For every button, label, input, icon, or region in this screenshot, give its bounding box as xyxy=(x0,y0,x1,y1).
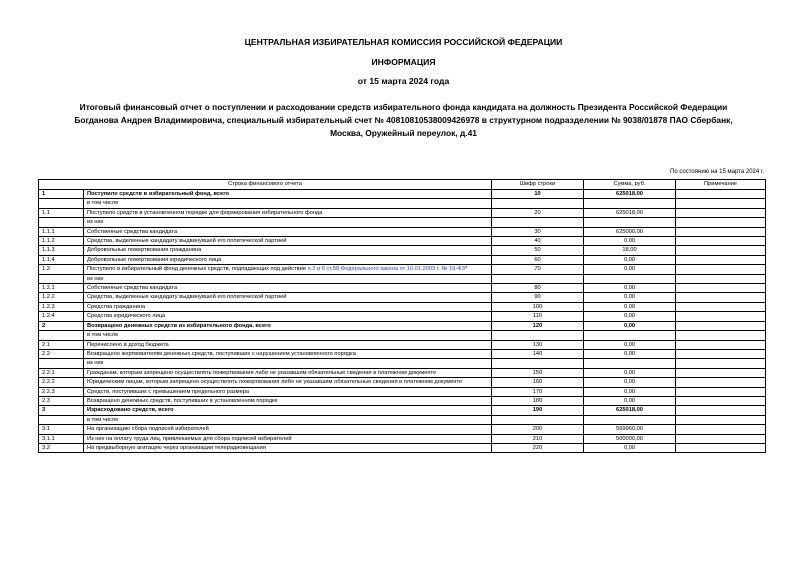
row-sum: 500000,00 xyxy=(584,434,676,443)
row-text: из них xyxy=(84,359,492,368)
table-row xyxy=(39,302,766,311)
row-sum: 0,00 xyxy=(584,293,676,302)
row-code: 40 xyxy=(492,237,584,246)
table-row xyxy=(39,406,766,415)
header-sum: Сумма, руб. xyxy=(584,180,676,190)
row-code xyxy=(492,359,584,368)
row-note xyxy=(676,302,766,311)
row-text: Добровольные пожертвования гражданина xyxy=(84,246,492,255)
row-note xyxy=(676,199,766,208)
row-note xyxy=(676,293,766,302)
row-code: 130 xyxy=(492,340,584,349)
row-text: Возвращено денежных средств, поступивших в установленном порядке xyxy=(84,396,492,405)
row-code: 60 xyxy=(492,255,584,264)
row-note xyxy=(676,312,766,321)
row-note xyxy=(676,227,766,236)
row-code: 10 xyxy=(492,190,584,199)
row-note xyxy=(676,190,766,199)
table-row xyxy=(39,331,766,340)
row-note xyxy=(676,331,766,340)
as-of-date: По состоянию на 15 марта 2024 г. xyxy=(670,169,764,175)
row-text: Возвращено жертвователям денежных средств, поступивших с нарушением установленного порядка xyxy=(84,349,492,358)
row-code: 120 xyxy=(492,321,584,330)
row-number: 1.2 xyxy=(39,265,84,274)
row-number: 2.2.3 xyxy=(39,387,84,396)
row-number xyxy=(39,218,84,227)
row-sum: 0,00 xyxy=(584,349,676,358)
row-sum: 625000,00 xyxy=(584,227,676,236)
row-code: 140 xyxy=(492,349,584,358)
row-text: в том числе xyxy=(84,199,492,208)
row-text-part: Поступило в избирательный фонд денежных средств, подпадающих под действие xyxy=(87,266,308,273)
row-text: из них xyxy=(84,218,492,227)
row-sum xyxy=(584,199,676,208)
table-row xyxy=(39,340,766,349)
row-code: 80 xyxy=(492,284,584,293)
row-note xyxy=(676,396,766,405)
row-sum: 0,00 xyxy=(584,443,676,452)
row-text: в том числе xyxy=(84,331,492,340)
row-sum: 0,00 xyxy=(584,284,676,293)
row-number: 1.1.3 xyxy=(39,246,84,255)
table-row xyxy=(39,246,766,255)
row-number: 2 xyxy=(39,321,84,330)
row-text: Перечислено в доход бюджета xyxy=(84,340,492,349)
table-row xyxy=(39,359,766,368)
row-text-suffix: * xyxy=(465,266,468,273)
row-code: 70 xyxy=(492,265,584,274)
row-sum: 625018,00 xyxy=(584,406,676,415)
row-note xyxy=(676,415,766,424)
row-sum xyxy=(584,218,676,227)
table-row xyxy=(39,321,766,330)
row-sum: 0,00 xyxy=(584,387,676,396)
row-code: 150 xyxy=(492,368,584,377)
row-number: 1.2.3 xyxy=(39,302,84,311)
row-text: Собственные средства кандидата xyxy=(84,227,492,236)
row-sum: 0,00 xyxy=(584,396,676,405)
row-number: 1.1.1 xyxy=(39,227,84,236)
row-sum: 0,00 xyxy=(584,368,676,377)
row-sum: 0,00 xyxy=(584,302,676,311)
row-sum: 0,00 xyxy=(584,321,676,330)
header-code: Шифр строки xyxy=(492,180,584,190)
row-sum: 625018,00 xyxy=(584,208,676,217)
row-code xyxy=(492,199,584,208)
table-row xyxy=(39,265,766,274)
row-note xyxy=(676,387,766,396)
row-note xyxy=(676,378,766,387)
table-row xyxy=(39,415,766,424)
row-sum: 0,00 xyxy=(584,265,676,274)
row-code: 30 xyxy=(492,227,584,236)
row-note xyxy=(676,425,766,434)
row-note xyxy=(676,246,766,255)
row-number: 3.1.1 xyxy=(39,434,84,443)
row-number xyxy=(39,331,84,340)
row-text: Собственные средства кандидата xyxy=(84,284,492,293)
row-note xyxy=(676,284,766,293)
row-text: Гражданам, которым запрещено осуществлять пожертвования либо не указавшим обязательные сведения в платежном документе xyxy=(84,368,492,377)
row-sum: 0,00 xyxy=(584,378,676,387)
row-text xyxy=(84,265,492,274)
row-note xyxy=(676,340,766,349)
row-number: 2.2.2 xyxy=(39,378,84,387)
report-title-line-3: Москва, Оружейный переулок, д.41 xyxy=(330,128,477,138)
table-row xyxy=(39,227,766,236)
row-code: 210 xyxy=(492,434,584,443)
row-code: 50 xyxy=(492,246,584,255)
table-row xyxy=(39,443,766,452)
row-number xyxy=(39,199,84,208)
row-note xyxy=(676,443,766,452)
row-sum: 0,00 xyxy=(584,237,676,246)
row-number: 2.2 xyxy=(39,349,84,358)
row-note xyxy=(676,265,766,274)
row-number: 3.1 xyxy=(39,425,84,434)
row-code: 110 xyxy=(492,312,584,321)
table-row xyxy=(39,199,766,208)
row-code xyxy=(492,274,584,283)
table-row xyxy=(39,349,766,358)
table-header-row xyxy=(39,180,766,190)
table-row xyxy=(39,284,766,293)
row-text: Средства гражданина xyxy=(84,302,492,311)
table-row xyxy=(39,293,766,302)
row-text: Средства юридического лица xyxy=(84,312,492,321)
law-reference-link[interactable]: п.2 и 6 ст.58 Федерального закона от 10.01.2003 г. № 19-ФЗ xyxy=(307,266,466,273)
row-sum: 0,00 xyxy=(584,255,676,264)
table-row xyxy=(39,274,766,283)
report-title xyxy=(48,101,759,140)
financial-report-table xyxy=(38,179,766,453)
row-text: На предвыборную агитацию через организации телерадиовещания xyxy=(84,443,492,452)
table-row xyxy=(39,387,766,396)
row-text: из них xyxy=(84,274,492,283)
table-row xyxy=(39,425,766,434)
row-number: 1.2.4 xyxy=(39,312,84,321)
row-text: в том числе xyxy=(84,415,492,424)
report-title-line-1: Итоговый финансовый отчет о поступлении и расходовании средств избирательного фонда кандидата на должность Президента Российской Федерации xyxy=(79,102,728,112)
row-sum xyxy=(584,359,676,368)
row-text: Добровольные пожертвования юридического лица xyxy=(84,255,492,264)
row-note xyxy=(676,218,766,227)
row-number xyxy=(39,274,84,283)
row-code: 170 xyxy=(492,387,584,396)
row-number: 1 xyxy=(39,190,84,199)
row-number: 2.1 xyxy=(39,340,84,349)
table-row xyxy=(39,190,766,199)
row-code xyxy=(492,218,584,227)
table-row xyxy=(39,237,766,246)
row-code xyxy=(492,415,584,424)
row-code: 220 xyxy=(492,443,584,452)
row-text: Средства, выделенные кандидату выдвинувшей его политической партией xyxy=(84,293,492,302)
row-text: Юридическим лицам, которым запрещено осуществлять пожертвования либо не указавшим обязательные сведения в платежном документе xyxy=(84,378,492,387)
row-number xyxy=(39,359,84,368)
table-row xyxy=(39,434,766,443)
table-row xyxy=(39,255,766,264)
row-text: Средства, выделенные кандидату выдвинувшей его политической партией xyxy=(84,237,492,246)
row-number: 2.3 xyxy=(39,396,84,405)
row-code: 100 xyxy=(492,302,584,311)
row-sum: 625018,00 xyxy=(584,190,676,199)
row-code: 190 xyxy=(492,406,584,415)
row-text: Средств, поступивших с превышением предельного размера xyxy=(84,387,492,396)
row-text: Поступило средств в избирательный фонд, всего xyxy=(84,190,492,199)
row-sum: 0,00 xyxy=(584,312,676,321)
row-code: 160 xyxy=(492,378,584,387)
table-row xyxy=(39,396,766,405)
row-number: 1.2.2 xyxy=(39,293,84,302)
row-text: Израсходовано средств, всего xyxy=(84,406,492,415)
row-number: 2.2.1 xyxy=(39,368,84,377)
row-sum: 0,00 xyxy=(584,340,676,349)
row-note xyxy=(676,368,766,377)
document-date: от 15 марта 2024 года xyxy=(357,76,450,86)
table-row xyxy=(39,312,766,321)
row-text: На организацию сбора подписей избирателей xyxy=(84,425,492,434)
row-sum: 18,00 xyxy=(584,246,676,255)
row-number: 3.2 xyxy=(39,443,84,452)
header-note: Примечание xyxy=(676,180,766,190)
row-sum: 569960,00 xyxy=(584,425,676,434)
row-note xyxy=(676,321,766,330)
row-note xyxy=(676,406,766,415)
row-sum xyxy=(584,274,676,283)
row-sum xyxy=(584,331,676,340)
row-sum xyxy=(584,415,676,424)
row-note xyxy=(676,434,766,443)
row-code: 180 xyxy=(492,396,584,405)
row-number xyxy=(39,415,84,424)
row-number: 1.1.2 xyxy=(39,237,84,246)
row-note xyxy=(676,255,766,264)
row-number: 1.1 xyxy=(39,208,84,217)
table-row xyxy=(39,378,766,387)
table-row xyxy=(39,218,766,227)
header-line: Строка финансового отчета xyxy=(39,180,492,190)
org-name: ЦЕНТРАЛЬНАЯ ИЗБИРАТЕЛЬНАЯ КОМИССИЯ РОССИЙСКОЙ ФЕДЕРАЦИИ xyxy=(244,37,563,47)
row-note xyxy=(676,359,766,368)
row-note xyxy=(676,274,766,283)
row-number: 1.2.1 xyxy=(39,284,84,293)
row-note xyxy=(676,237,766,246)
row-code: 20 xyxy=(492,208,584,217)
row-text: Поступило средств в установленном порядке для формирования избирательного фонда xyxy=(84,208,492,217)
row-code: 200 xyxy=(492,425,584,434)
row-note xyxy=(676,349,766,358)
report-title-line-2: Богданова Андрея Владимировича, специальный избирательный счет № 40810810538009426978 в структурном подразделении № 9038/01878 ПАО Сбербанк, xyxy=(74,115,733,125)
row-code: 90 xyxy=(492,293,584,302)
row-note xyxy=(676,208,766,217)
table-row xyxy=(39,208,766,217)
row-text: Возвращено денежных средств из избирательного фонда, всего xyxy=(84,321,492,330)
row-number: 1.1.4 xyxy=(39,255,84,264)
row-number: 3 xyxy=(39,406,84,415)
row-code xyxy=(492,331,584,340)
table-row xyxy=(39,368,766,377)
row-text: Из них на оплату труда лиц, привлекаемых для сбора подписей избирателей xyxy=(84,434,492,443)
document-type: ИНФОРМАЦИЯ xyxy=(371,57,436,67)
